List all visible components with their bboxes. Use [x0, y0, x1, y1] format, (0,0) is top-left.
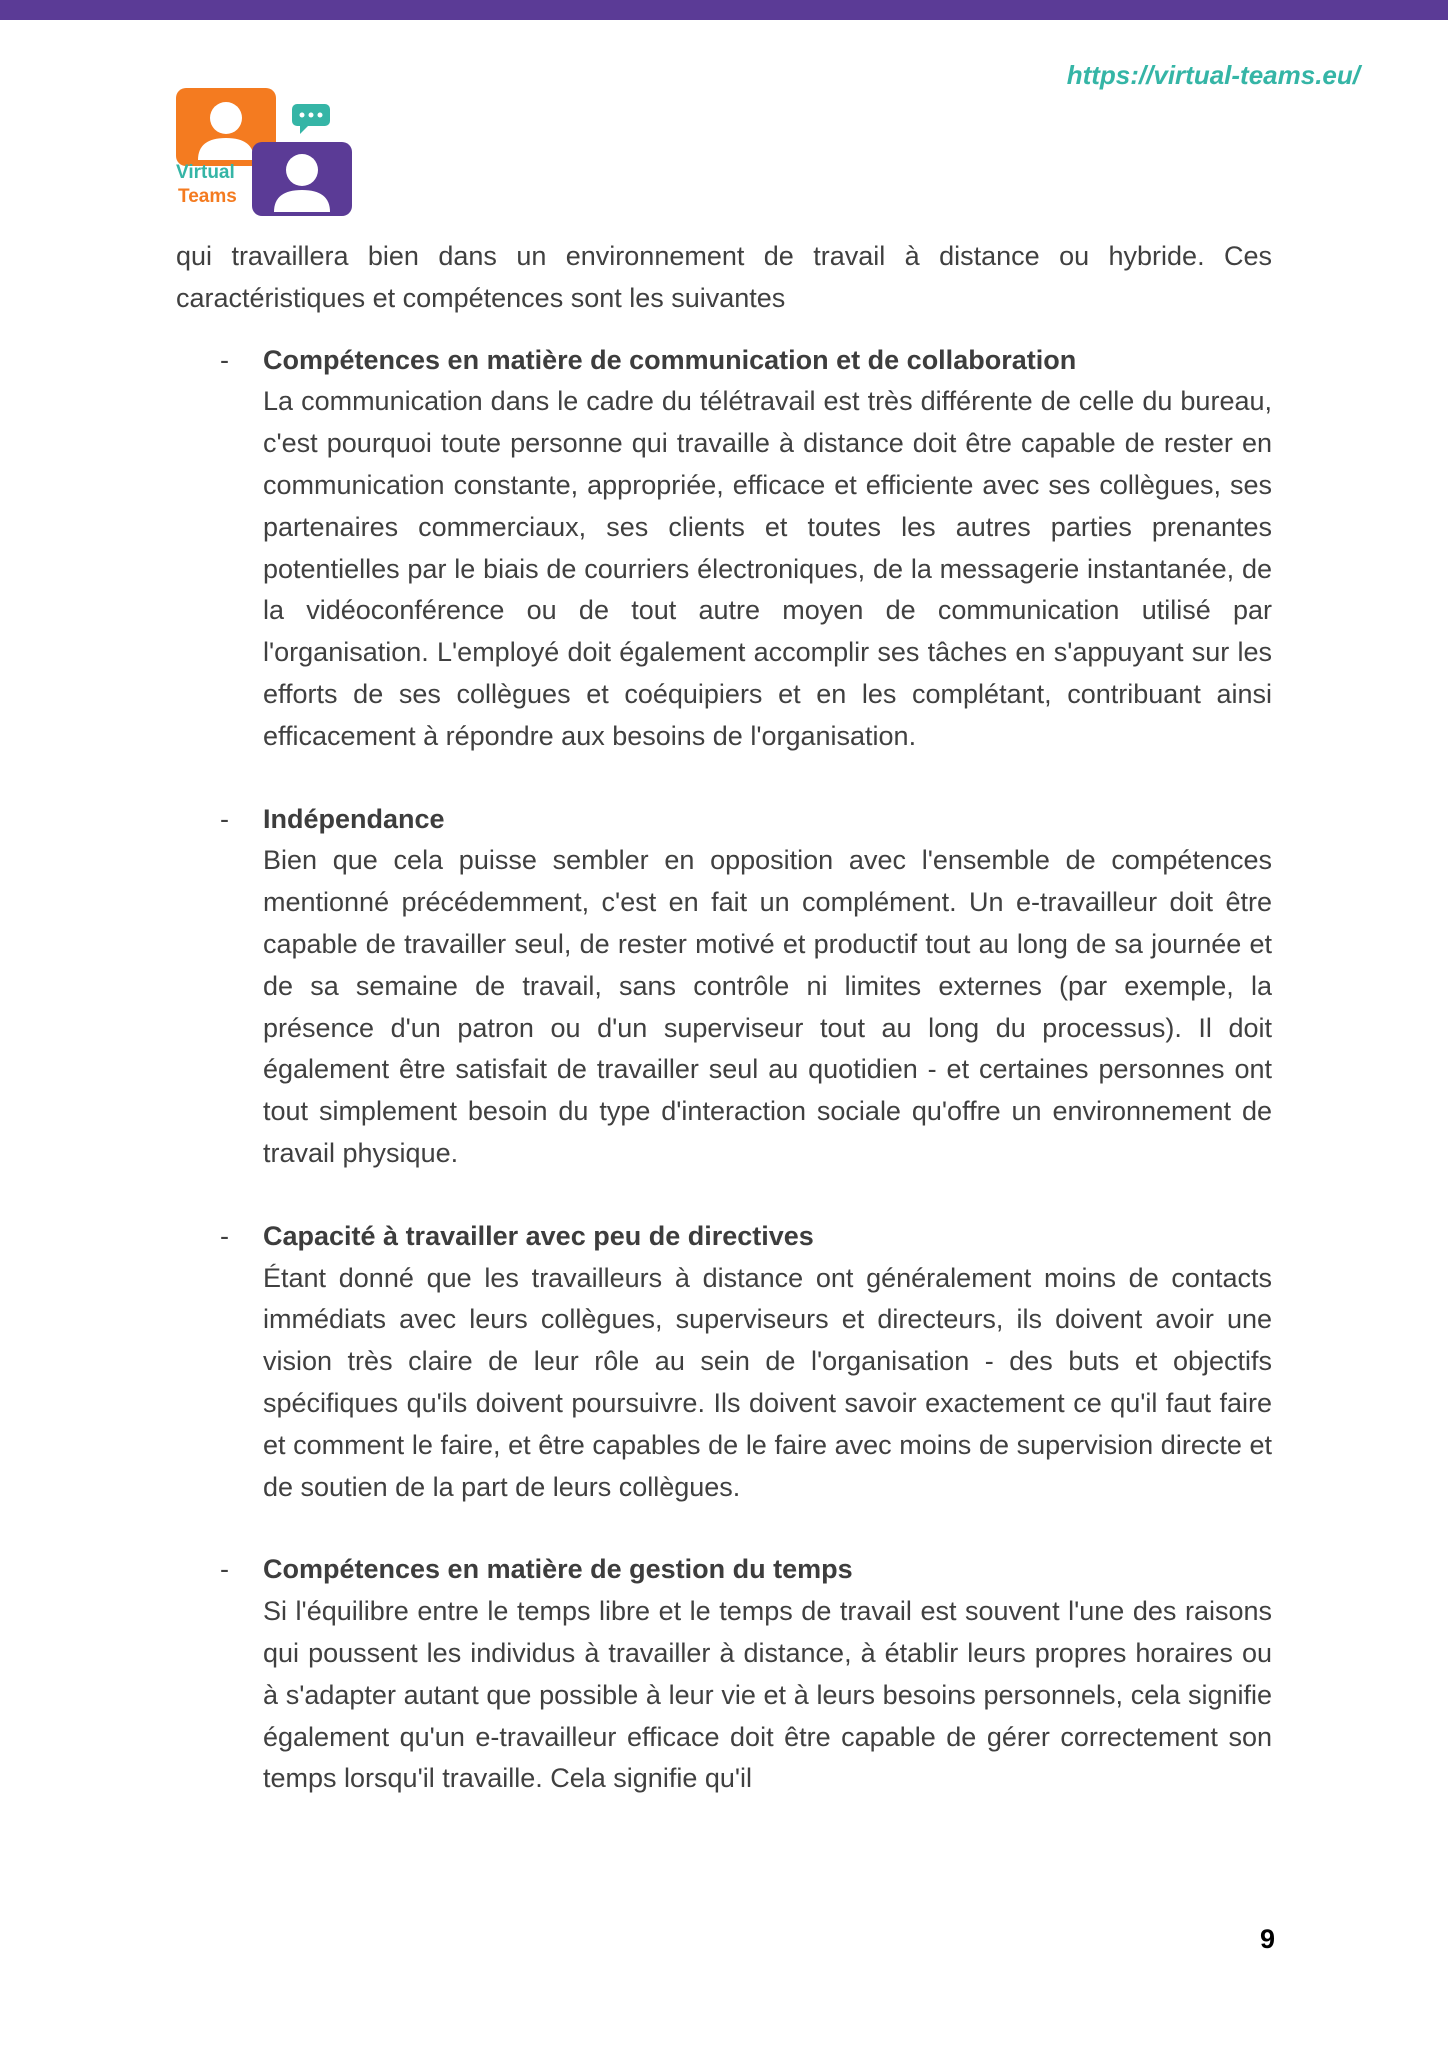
- list-dash: -: [220, 1554, 229, 1585]
- item-title: Compétences en matière de communication et de collaboration: [263, 344, 1077, 375]
- list-item: [176, 799, 1272, 1175]
- virtual-teams-logo: [176, 88, 352, 216]
- item-body: Bien que cela puisse sembler en opposition avec l'ensemble de compétences mentionné précédemment, c'est en fait un complément. Un e-travailleur doit être capable de travailler seul, de rester motivé et productif tout au long de sa journée et de sa semaine de travail, sans contrôle ni limites externes (par exemple, la présence d'un patron ou d'un superviseur tout au long du processus). Il doit également être satisfait de travailler seul au quotidien - et certaines personnes ont tout simplement besoin du type d'interaction sociale qu'offre un environnement de travail physique.: [263, 845, 1272, 1168]
- item-title: Capacité à travailler avec peu de directives: [263, 1220, 814, 1251]
- list-dash: -: [220, 344, 229, 375]
- item-body: Si l'équilibre entre le temps libre et le temps de travail est souvent l'une des raisons qui poussent les individus à travailler à distance, à établir leurs propres horaires ou à s'adapter autant que possible à leur vie et à leurs besoins personnels, cela signifie également qu'un e-travailleur efficace doit être capable de gérer correctement son temps lorsqu'il travaille. Cela signifie qu'il: [263, 1596, 1272, 1794]
- intro-paragraph: qui travaillera bien dans un environnement de travail à distance ou hybride. Ces caractéristiques et compétences sont les suivantes: [176, 241, 1272, 313]
- svg-text:Teams: Teams: [178, 186, 237, 207]
- list-item: [176, 1549, 1272, 1800]
- list-item: [176, 1216, 1272, 1509]
- item-title: Indépendance: [263, 803, 445, 834]
- website-link[interactable]: https://virtual-teams.eu/: [1066, 60, 1360, 90]
- item-body: Étant donné que les travailleurs à distance ont généralement moins de contacts immédiats avec leurs collègues, superviseurs et directeurs, ils doivent avoir une vision très claire de leur rôle au sein de l'organisation - des buts et objectifs spécifiques qu'ils doivent poursuivre. Ils doivent savoir exactement ce qu'il faut faire et comment le faire, et être capables de le faire avec moins de supervision directe et de soutien de la part de leurs collègues.: [263, 1262, 1272, 1502]
- svg-text:Virtual: Virtual: [176, 162, 235, 183]
- list-item: [176, 340, 1272, 758]
- top-color-band: [0, 0, 1448, 20]
- document-body: [176, 236, 1272, 1841]
- page-number: 9: [1259, 1924, 1275, 1954]
- list-dash: -: [220, 1220, 229, 1251]
- item-title: Compétences en matière de gestion du temps: [263, 1554, 853, 1585]
- list-dash: -: [220, 803, 229, 834]
- item-body: La communication dans le cadre du télétravail est très différente de celle du bureau, c'est pourquoi toute personne qui travaille à distance doit être capable de rester en communication constante, appropriée, efficace et efficiente avec ses collègues, ses partenaires commerciaux, ses clients et toutes les autres parties prenantes potentielles par le biais de courriers électroniques, de la messagerie instantanée, de la vidéoconférence ou de tout autre moyen de communication utilisé par l'organisation. L'employé doit également accomplir ses tâches en s'appuyant sur les efforts de ses collègues et coéquipiers et en les complétant, contribuant ainsi efficacement à répondre aux besoins de l'organisation.: [263, 386, 1272, 751]
